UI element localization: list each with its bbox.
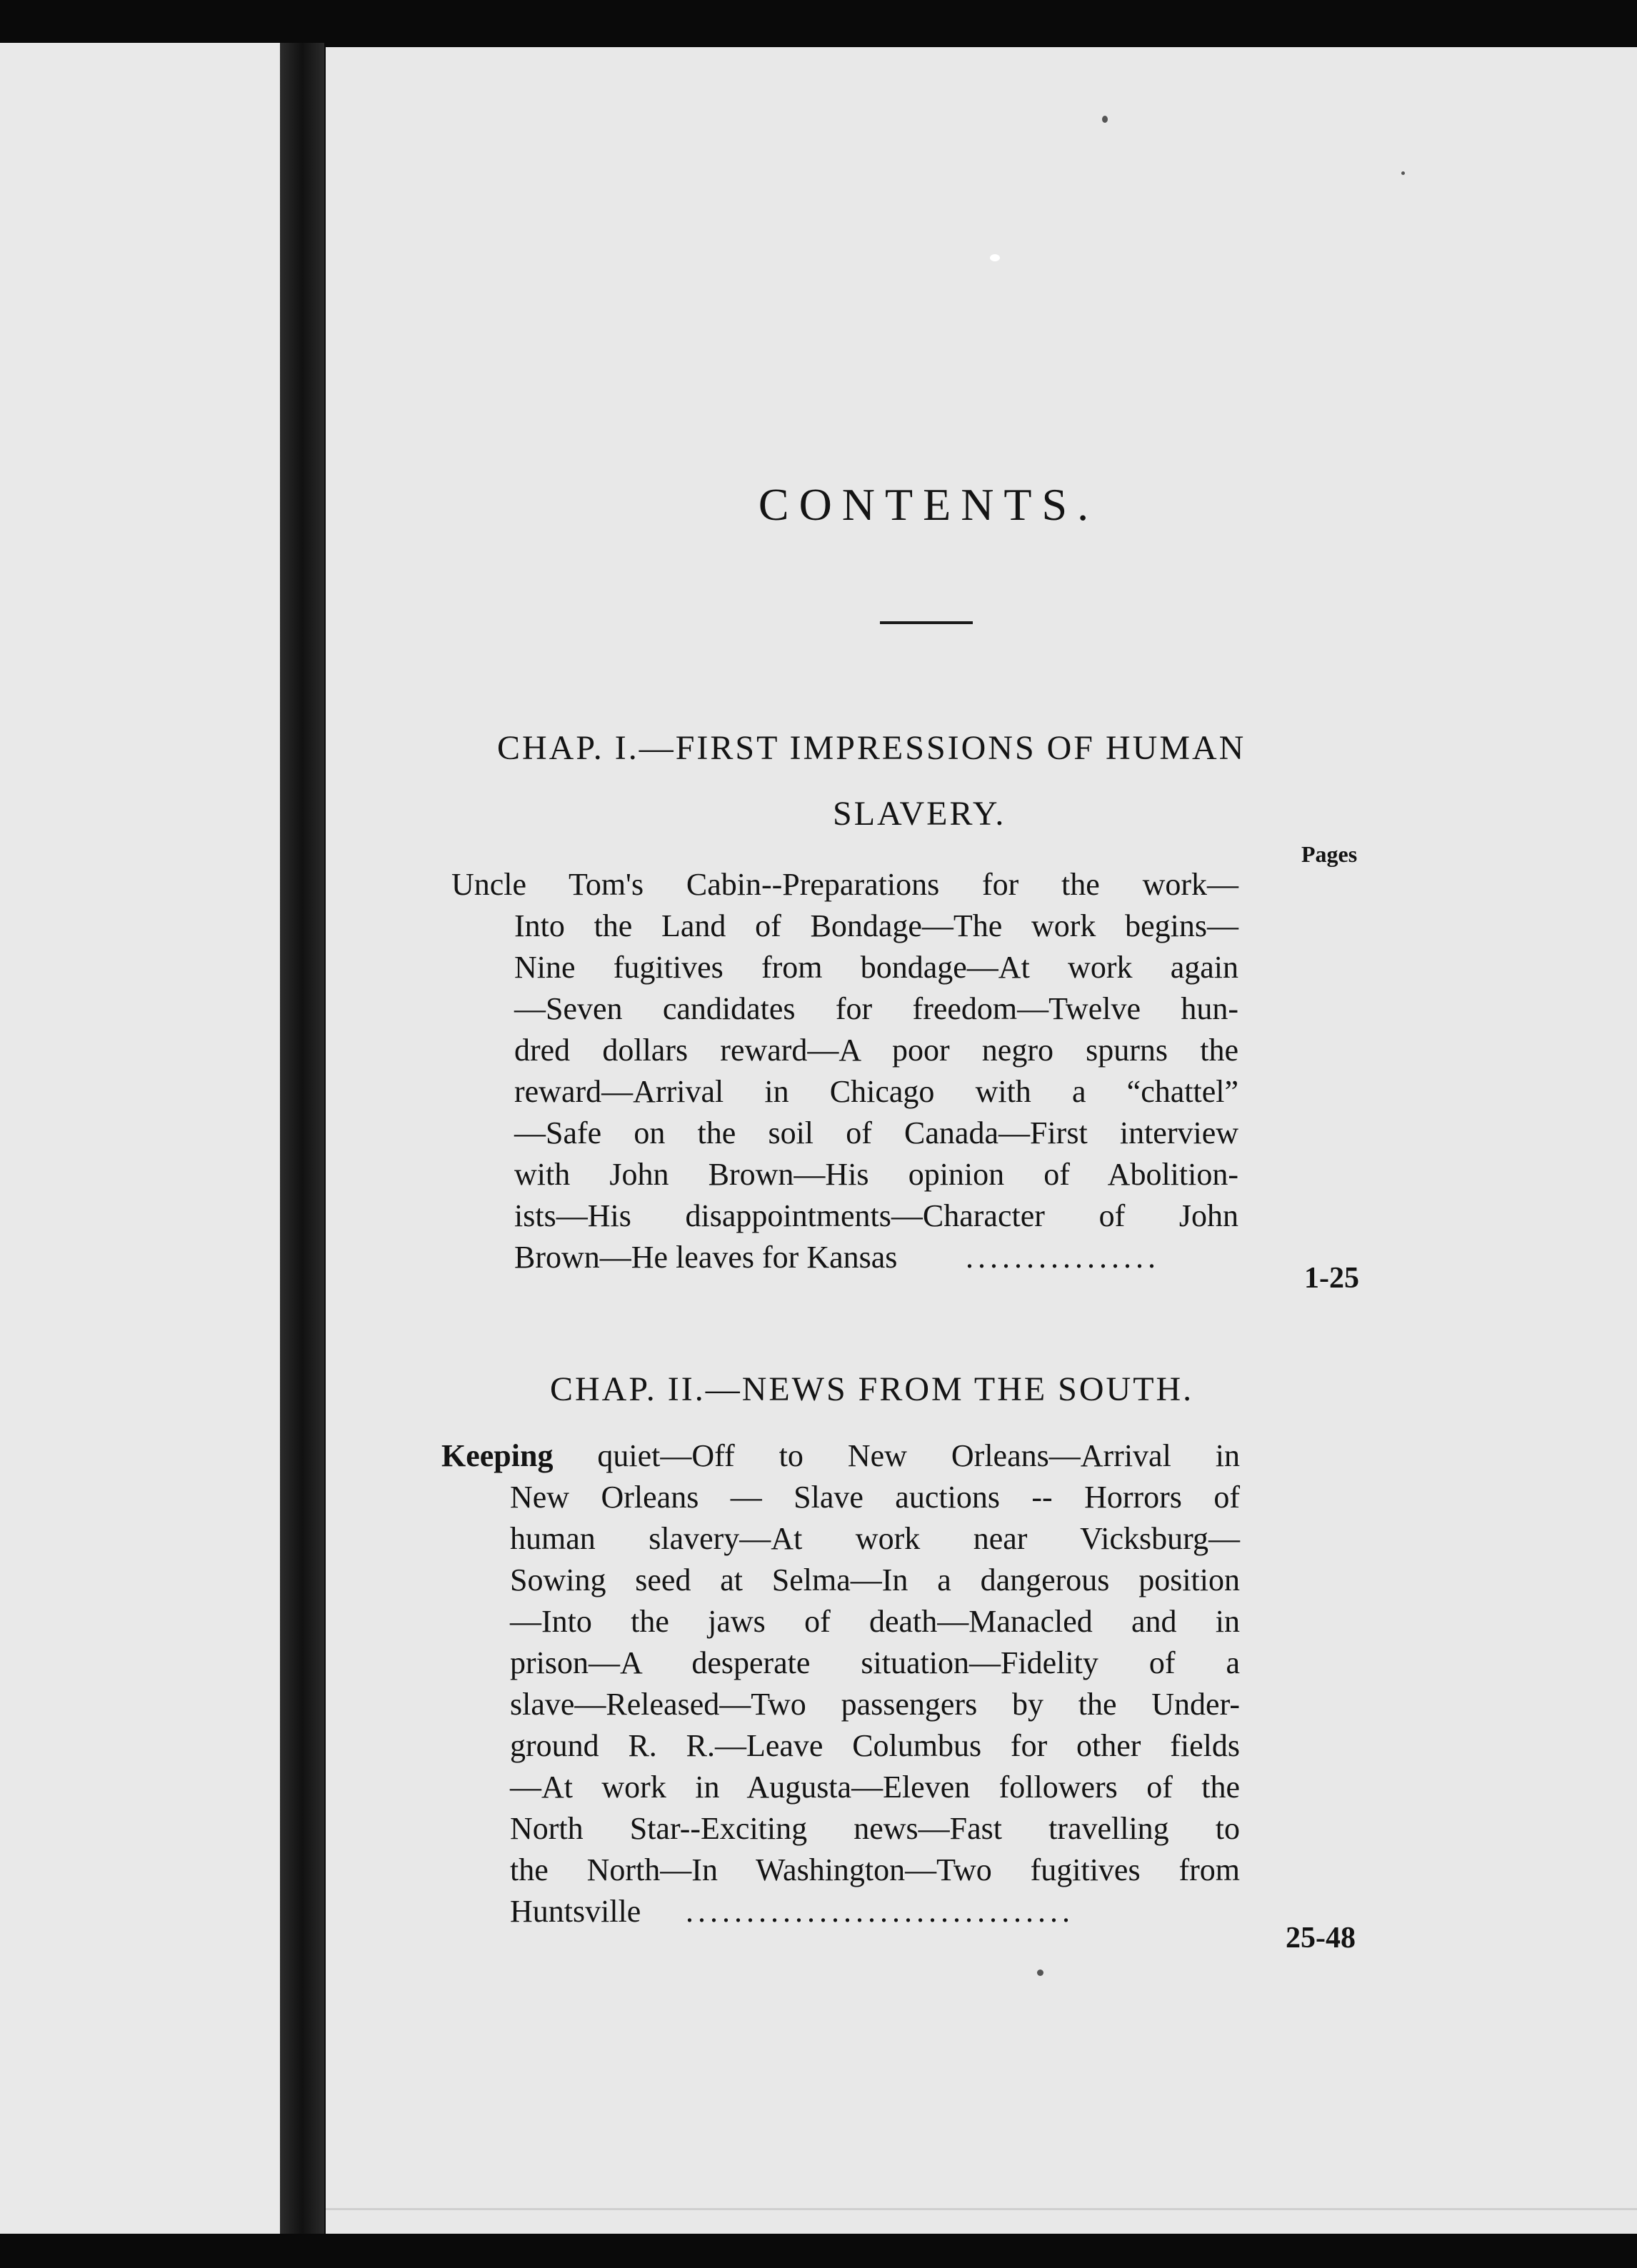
- chapter-2-heading: CHAP. II.—NEWS FROM THE SOUTH.: [550, 1370, 1194, 1408]
- summary-line: prison—A desperate situation—Fidelity of a: [510, 1645, 1240, 1680]
- summary-line: North Star--Exciting news—Fast travelling to: [510, 1811, 1240, 1846]
- summary-line: Huntsville: [510, 1894, 641, 1929]
- scan-speck: [990, 254, 1000, 261]
- summary-line: Uncle Tom's Cabin--Preparations for the work—: [451, 867, 1238, 902]
- summary-line: —At work in Augusta—Eleven followers of the: [510, 1770, 1240, 1805]
- pages-column-header: Pages: [1301, 841, 1358, 867]
- title-divider: [880, 621, 973, 624]
- scan-speck: [1037, 1970, 1043, 1976]
- dot-leader: ................: [966, 1240, 1160, 1275]
- summary-line: ists—His disappointments—Character of John: [514, 1198, 1238, 1233]
- left-page: [0, 43, 280, 2234]
- summary-line: slave—Released—Two passengers by the Under-: [510, 1687, 1240, 1722]
- chapter-1-heading: CHAP. I.—FIRST IMPRESSIONS OF HUMAN: [497, 729, 1246, 767]
- summary-line: with John Brown—His opinion of Abolition-: [514, 1157, 1238, 1192]
- summary-line: Keeping quiet—Off to New Orleans—Arrival in: [441, 1438, 1240, 1473]
- scan-speck: [1401, 171, 1405, 175]
- summary-line: Into the Land of Bondage—The work begins—: [514, 908, 1238, 943]
- page-bottom-edge: [326, 2208, 1637, 2210]
- chapter-2-page-range: 25-48: [1286, 1922, 1356, 1955]
- chapter-1-heading-continued: SLAVERY.: [833, 795, 1006, 833]
- summary-line: Nine fugitives from bondage—At work again: [514, 950, 1238, 985]
- summary-line: human slavery—At work near Vicksburg—: [510, 1521, 1240, 1556]
- dot-leader: ................................: [686, 1894, 1074, 1929]
- book-spine: [280, 43, 324, 2234]
- summary-line: the North—In Washington—Two fugitives from: [510, 1852, 1240, 1887]
- summary-lead-word: Keeping: [441, 1438, 554, 1473]
- summary-line: —Into the jaws of death—Manacled and in: [510, 1604, 1240, 1639]
- page-title: CONTENTS.: [758, 479, 1099, 530]
- summary-line: —Safe on the soil of Canada—First interview: [514, 1115, 1238, 1150]
- chapter-1-page-range: 1-25: [1304, 1262, 1359, 1295]
- summary-line: Sowing seed at Selma—In a dangerous position: [510, 1562, 1240, 1597]
- scan-speck: [1102, 116, 1108, 123]
- summary-line: Brown—He leaves for Kansas: [514, 1240, 898, 1275]
- summary-line: —Seven candidates for freedom—Twelve hun-: [514, 991, 1238, 1026]
- summary-line: ground R. R.—Leave Columbus for other fields: [510, 1728, 1240, 1763]
- summary-line: reward—Arrival in Chicago with a “chattel”: [514, 1074, 1238, 1109]
- summary-line: dred dollars reward—A poor negro spurns the: [514, 1033, 1238, 1068]
- summary-line: New Orleans — Slave auctions -- Horrors of: [510, 1480, 1240, 1515]
